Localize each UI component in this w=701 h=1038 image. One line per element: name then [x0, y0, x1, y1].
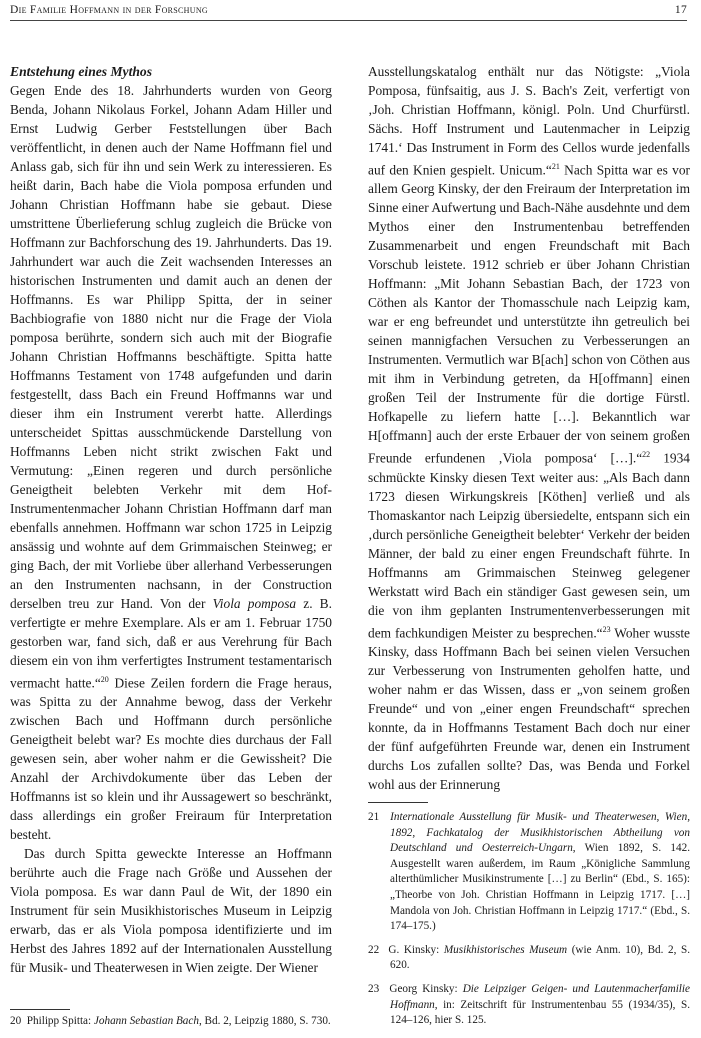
footnote-number: 21	[368, 811, 380, 823]
footnote-ref-21[interactable]: 21	[551, 162, 560, 171]
footnote-number: 22	[368, 943, 380, 956]
footnote-italic: Musikhistorisches Museum	[443, 943, 568, 956]
footnote-text: , Wien 1892, S. 142. Ausgestellt waren außerdem, im Raum „Königliche Sammlung alterthümlicher Musikinstrumente […] zu Berlin“ (Ebd., S. 165): „Theorbe von Joh. Christian Hoffmann in Leipzig 1717. […] Mandola von Joh. Christian Hoffmann in Leipzig 1717.“ (Ebd., S. 174–175.)	[390, 842, 690, 933]
footnote-ref-23[interactable]: 23	[602, 624, 611, 634]
footnote-number: 20	[10, 1015, 22, 1027]
paragraph-3	[368, 62, 690, 794]
paragraph-3-text-d: Woher wusste Kinsky, dass Hoffmann Bach bei seinen vielen Versuchen zur Verbesserung von Instrumenten geholfen hatte, und woher nahm er das Wissen, dass er „von seinem großen Freunde“ und von „einer engen Freundschaft“ sprechen konnte, da in Hoffmanns Testament Bach doch nur einer der fünf aufgeführten Freunde war, denen ein Instrument durchs Los zufallen sollte? Das, was Benda und Forkel wohl aus der Erinnerung	[368, 625, 691, 793]
footnote-ref-22[interactable]: 22	[642, 450, 651, 460]
paragraph-1	[10, 81, 332, 844]
running-header	[10, 2, 687, 21]
footnote-22	[368, 943, 690, 974]
footnote-number: 23	[368, 982, 380, 995]
paragraph-3-text-b: Nach Spitta war es vor allem Georg Kinsky, der den Freiraum der Interpretation im Sinne einer Aufwertung und Bach-Nähe ausdehnte und dem Mythos einer den Instrumentenbau betreffenden Zusammenarbeit und engen Freundschaft mit Bach Vorschub leistete. 1912 schrieb er über Johann Christian Hoffmann: „Mit Johann Sebastian Bach, der 1723 von Cöthen als Kantor der Thomasschule nach Leipzig kam, war er eng befreundet und unterstützte ihn getreulich bei seinen mannigfachen Versuchen zu Verbesserungen an Instrumenten. Vermutlich war B[ach] schon von Cöthen aus mit ihm in Verbindung getreten, da H[offmann] einen großen Teil der Instrumente für die dortige Fürstl. Hofkapelle zu liefern hatte […]. Bekanntlich war H[offmann] auch der erste Erbauer der von seinem großen Freunde erfundenen ‚Viola pomposa‘ […].“	[368, 162, 690, 466]
footnote-20	[10, 1014, 332, 1030]
page-number: 17	[674, 4, 687, 16]
paragraph-1-italic: Viola pomposa	[212, 596, 297, 611]
footnote-italic: Johann Sebastian Bach	[93, 1015, 199, 1027]
footnote-text: G. Kinsky:	[388, 943, 444, 956]
paragraph-1-text-c: Diese Zeilen fordern die Frage heraus, was Spitta zu der Annahme bewog, dass der Verkehr zwischen Bach und Hoffmann durch persönliche Geneigtheit belebt war? Es mochte dies durchaus der Fall gewesen sein, aber woher nahm er die Gewissheit? Die Anzahl der Archivdokumente über das Leben der Hoffmanns ist so klein und ihr Aussagewert so beschränkt, dass allerdings ein großer Freiraum für Interpretation besteht.	[10, 675, 332, 843]
footnote-text: Georg Kinsky:	[389, 982, 463, 995]
section-title: Entstehung eines Mythos	[10, 64, 153, 79]
paragraph-1-text: Gegen Ende des 18. Jahrhunderts wurden von Georg Benda, Johann Nikolaus Forkel, Johann Adam Hiller und Ernst Ludwig Gerber Feststellungen über Bach veröffentlicht, in denen auch der Name Hoffmann fiel und Anlass gab, sich für ihn und sein Werk zu interessieren. Es heißt darin, Bach habe die Viola pomposa erfunden und Johann Christian Hoffmann habe sie gebaut. Diese umstrittene Überlieferung schlug zugleich die Brücke von Hoffmann zur Bachforschung des 19. Jahrhunderts. Das 19. Jahrhundert war auch die Zeit wachsenden Interesses an historischen Instrumenten und damit auch an denen der Hoffmanns. Es war Philipp Spitta, der in seiner Bachbiografie von 1880 nicht nur die Frage der Viola pomposa berührte, sondern sich auch mit der Biografie Johann Christian Hoffmanns beschäftigte. Spitta hatte Hoffmanns Testament von 1748 aufgefunden und darin festgestellt, dass Bach ein Freund Hoffmanns war und dieser ihm ein Instrument vererbt hatte. Allerdings unterscheidet Spittas ausschmückende Darstellung von Hoffmanns Leben nicht strikt zwischen Fakt und Vermutung: „Einen regeren und durch persönliche Geneigtheit belebten Verkehr mit dem Hof-Instrumentenmacher Johann Christian Hoffmann darf man ebenfalls annehmen. Hoffmann war schon 1725 in Leipzig ansässig und wohnte auf dem Grimmaischen Steinweg; er ging Bach, der mit Vorliebe über allerhand Verbesserungen an den Instrumenten nachsann, in der Construction derselben treu zur Hand. Von der	[10, 83, 332, 611]
left-column	[10, 62, 332, 977]
footnote-text: Philipp Spitta:	[26, 1015, 94, 1027]
footnote-rule-left	[10, 1009, 70, 1010]
footnote-text: (wie Anm. 10), Bd. 2, S. 620.	[390, 943, 691, 972]
footnote-italic: Die Leipziger Geigen- und Lautenmacherfamilie Hoffmann	[390, 982, 690, 1011]
paragraph-1-text-b: z. B. verfertigte er mehre Exemplare. Als er am 1. Februar 1750 gestorben war, fand sich, daß er aus Verehrung für Bach diesem ein von ihm verfertigtes Instrument testamentarisch vermacht hatte.“	[10, 596, 332, 691]
footnotes-left	[10, 1014, 332, 1038]
footnote-21	[368, 810, 690, 935]
running-title: Die Familie Hoffmann in der Forschung	[10, 4, 208, 16]
footnote-ref-20[interactable]: 20	[100, 675, 109, 684]
footnote-23	[368, 982, 690, 1029]
footnote-rule-right	[368, 802, 428, 803]
paragraph-3-text-c: 1934 schmückte Kinsky diesen Text weiter aus: „Als Bach dann 1723 diesen Wirkungskreis [Köthen] verließ und als Thomaskantor nach Leipzig übersiedelte, entspann sich ein ‚durch persönliche Geneigtheit belebter‘ Verkehr der beiden Männer, der bald zu einer engen Freundschaft führte. In Hoffmanns am Grimmaischen Steinweg gelegener Werkstatt wird Bach ein ständiger Gast gewesen sein, um die von ihm geplanten Instrumentenverbesserungen mit dem fachkundigen Meister zu besprechen.“	[368, 450, 690, 641]
footnote-text: , in: Zeitschrift für Instrumentenbau 55 (1934/35), S. 124–126, hier S. 125.	[390, 998, 690, 1027]
footnotes-right	[368, 810, 690, 1037]
footnote-italic: Internationale Ausstellung für Musik- und Theaterwesen, Wien, 1892, Fachkatalog der Musikhistorischen Abtheilung von Deutschland und Oesterreich-Ungarn	[390, 811, 690, 855]
footnote-text: , Bd. 2, Leipzig 1880, S. 730.	[198, 1015, 331, 1027]
paragraph-3-text: Ausstellungskatalog enthält nur das Nötigste: „Viola Pomposa, fünfsaitig, aus J. S. Bach's Zeit, verfertigt von ‚Joh. Christian Hoffmann, königl. Poln. Und Churfürstl. Sächs. Hoff Instrument und Lautenmacher in Leipzig 1741.‘ Das Instrument in Form des Cellos wurde jedenfalls auf den Knien gespielt. Unicum.“	[368, 64, 690, 178]
right-column	[368, 62, 690, 794]
paragraph-2: Das durch Spitta geweckte Interesse an Hoffmann berührte auch die Frage nach Größe und Aussehen der Viola pomposa. Es war dann Paul de Wit, der 1890 ein Instrument für sein Musikhistorisches Museum in Leipzig erwarb, das er als Viola pomposa identifizierte und im Herbst des Jahres 1892 auf der Internationalen Ausstellung für Musik- und Theaterwesen in Wien zeigte. Der Wiener	[10, 846, 332, 976]
